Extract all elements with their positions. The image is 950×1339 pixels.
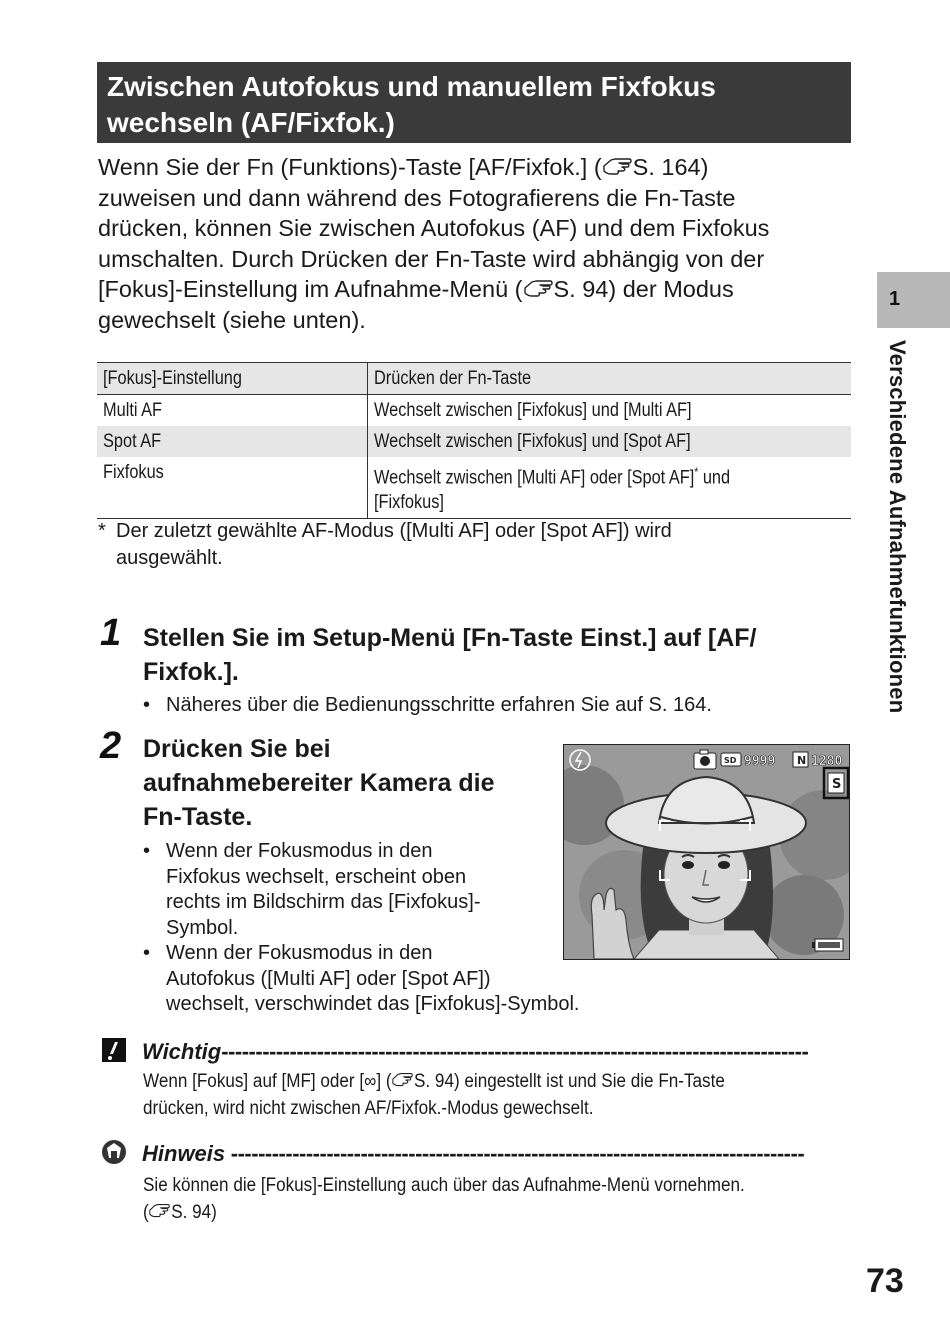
table-footnote xyxy=(98,518,818,572)
table-cell: Wechselt zwischen [Multi AF] oder [Spot AF]* und [Fixfokus] xyxy=(368,457,852,519)
footnote-text: ausgewählt. xyxy=(116,547,223,569)
table-cell: Wechselt zwischen [Fixfokus] und [Multi AF] xyxy=(374,400,692,421)
table-row xyxy=(97,426,851,457)
step-number: 2 xyxy=(100,725,122,767)
step-heading: Stellen Sie im Setup-Menü [Fn-Taste Einst.] auf [AF/ Fixfok.]. xyxy=(143,624,757,686)
intro-text: zuweisen und dann während des Fotografierens die Fn-Taste xyxy=(98,184,736,211)
camera-mode-icon xyxy=(694,750,716,769)
table-header-row xyxy=(97,363,851,395)
footnote-star: * xyxy=(98,520,106,542)
important-heading: Wichtig-------------------------------------------------------------------------------------- xyxy=(100,1036,808,1065)
section-title-line-2: wechseln (AF/Fixfok.) xyxy=(107,107,395,138)
section-title xyxy=(97,62,851,143)
step-bullets xyxy=(143,839,580,1018)
focus-setting-table xyxy=(97,362,851,519)
page-reference-icon xyxy=(149,1202,171,1220)
table-cell: Spot AF xyxy=(97,426,368,457)
footnote-text: Der zuletzt gewählte AF-Modus ([Multi AF] oder [Spot AF]) wird xyxy=(116,520,672,542)
chapter-tab xyxy=(877,272,950,328)
step-number: 1 xyxy=(100,612,122,654)
heading-rule: -------------------------------------------------------------------------------------- xyxy=(221,1039,809,1064)
intro-text: [Fokus]-Einstellung im Aufnahme-Menü ( xyxy=(98,276,523,302)
page-number: 73 xyxy=(866,1262,904,1300)
fixfocus-symbol: S xyxy=(832,777,842,792)
chapter-number: 1 xyxy=(889,288,901,310)
image-size: 1280 xyxy=(811,754,843,769)
intro-text: umschalten. Durch Drücken der Fn-Taste wird abhängig von der xyxy=(98,245,765,272)
intro-text: S. 164) xyxy=(632,154,709,180)
heading-rule: ------------------------------------------------------------------------------------ xyxy=(230,1141,805,1166)
hint-heading: Hinweis ------------------------------------------------------------------------------------ xyxy=(100,1138,804,1167)
page-reference-icon xyxy=(602,156,632,178)
infinity-symbol: ∞ xyxy=(364,1071,377,1092)
page-reference-icon xyxy=(523,278,553,300)
table-cell: Wechselt zwischen [Fixfokus] und [Spot AF] xyxy=(368,426,852,457)
step-heading: Drücken Sie bei aufnahmebereiter Kamera die Fn-Taste. xyxy=(143,735,495,831)
intro-text: Wenn Sie der Fn (Funktions)-Taste [AF/Fixfok.] ( xyxy=(98,154,602,180)
important-text: Wenn [Fokus] auf [MF] oder [∞] ( S. 94) eingestellt ist und Sie die Fn-Taste drücken, wird nicht zwischen AF/Fixfok.-Modus gewechselt. xyxy=(143,1071,725,1119)
list-item: • Wenn der Fokusmodus in den Fixfokus wechselt, erscheint oben rechts im Bildschirm das [Fixfokus]- Symbol. xyxy=(143,840,481,939)
shots-remaining: 9999 xyxy=(744,754,776,769)
table-row xyxy=(97,395,851,427)
step-bullets xyxy=(143,693,712,719)
list-item: • Näheres über die Bedienungsschritte erfahren Sie auf S. 164. xyxy=(143,694,712,716)
hint-text: Sie können die [Fokus]-Einstellung auch über das Aufnahme-Menü vornehmen. ( S. 94) xyxy=(143,1175,745,1223)
chapter-title-vertical xyxy=(880,340,910,770)
battery-icon xyxy=(812,939,843,951)
intro-text: drücken, können Sie zwischen Autofokus (AF) und dem Fixfokus xyxy=(98,215,770,241)
table-cell: Multi AF xyxy=(97,395,368,427)
sd-card-label: SD xyxy=(724,756,737,765)
footnote-marker: * xyxy=(694,465,699,479)
table-header-cell: [Fokus]-Einstellung xyxy=(97,363,368,395)
table-row xyxy=(97,457,851,519)
quality-indicator: N xyxy=(797,754,807,767)
table-header-cell: Drücken der Fn-Taste xyxy=(368,363,852,395)
intro-paragraph xyxy=(98,152,848,335)
list-item: • Wenn der Fokusmodus in den Autofokus ([Multi AF] oder [Spot AF]) wechselt, verschwindet das [Fixfokus]-Symbol. xyxy=(143,942,580,1015)
page-reference-icon xyxy=(392,1071,414,1089)
important-icon xyxy=(100,1036,128,1064)
camera-screen-illustration xyxy=(563,744,850,960)
table-cell: Fixfokus xyxy=(97,457,368,519)
section-title-line-1: Zwischen Autofokus und manuellem Fixfokus xyxy=(107,71,716,102)
intro-text: S. 94) der Modus xyxy=(553,276,734,302)
chapter-title: Verschiedene Aufnahmefunktionen xyxy=(885,340,910,714)
hint-icon xyxy=(100,1138,128,1166)
camera-screen-image xyxy=(564,745,849,959)
intro-text: gewechselt (siehe unten). xyxy=(98,306,366,333)
